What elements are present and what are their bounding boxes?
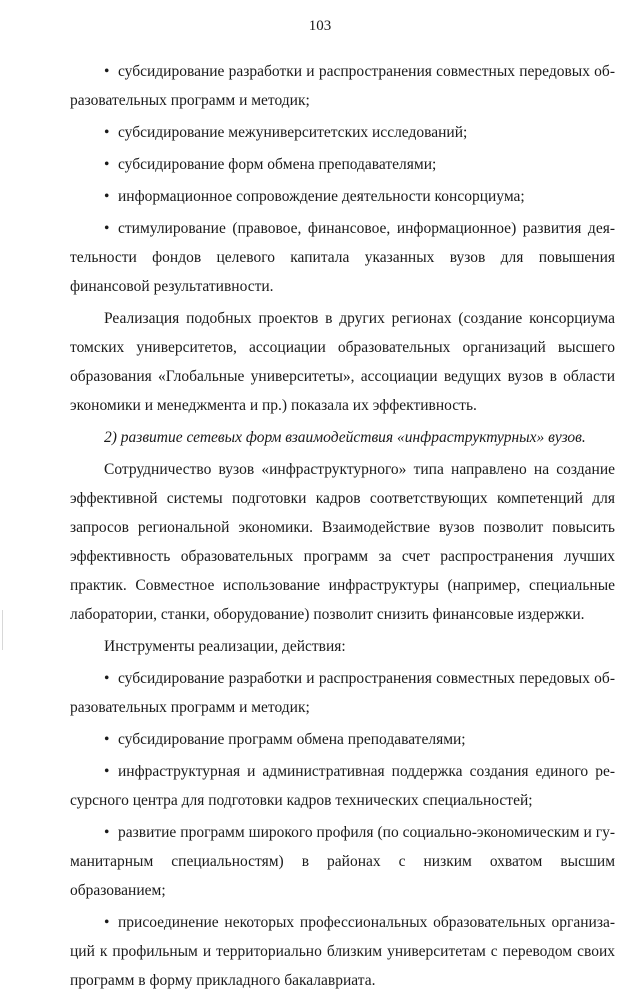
bullet-item: [70, 908, 615, 995]
bullet-item: [70, 57, 615, 115]
bullet-item: [70, 725, 615, 754]
bullet-item: [70, 664, 615, 722]
bullet-item: [70, 818, 615, 905]
bullet-icon: •: [104, 670, 110, 687]
section-heading: 2) развитие сетевых форм взаимодействия «инфраструктурных» вузов.: [104, 429, 586, 446]
bullet-item: [70, 214, 615, 301]
bullet-text: субсидирование межуниверситетских исследований;: [118, 124, 468, 141]
bullet-icon: •: [104, 914, 110, 931]
bullet-icon: •: [104, 63, 110, 80]
bullet-text: присоединение некоторых профессиональных образовательных организаций к профильным и территориально близким университетам с переводом своих программ в форму прикладного бакалавриата.: [70, 914, 615, 989]
bullet-item: [70, 118, 615, 147]
bullet-text: информационное сопровождение деятельности консорциума;: [118, 188, 525, 205]
bullet-item: [70, 757, 615, 815]
page-number: 103: [308, 18, 332, 34]
bullet-icon: •: [104, 824, 110, 841]
bullet-text: инфраструктурная и административная поддержка создания единого ресурсного центра для подготовки кадров технических специальностей;: [70, 763, 615, 809]
bullet-icon: •: [104, 220, 110, 237]
bullet-icon: •: [104, 731, 110, 748]
paragraph: Сотрудничество вузов «инфраструктурного» типа направлено на создание эффективной системы подготовки кадров соответствующих компетенций для запросов региональной экономики. Взаимодействие вузов позволит повысить эффективность образовательных программ за счет распространения лучших практик. Совместное использование инфраструктуры (например, специальные лаборатории, станки, оборудование) позволит снизить финансовые издержки.: [70, 461, 615, 623]
paragraph: Реализация подобных проектов в других регионах (создание консорциума томских университетов, ассоциации образовательных организаций высшего образования «Глобальные университеты», ассоциации ведущих вузов в области экономики и менеджмента и пр.) показала их эффективность.: [70, 310, 615, 414]
bullet-text: субсидирование разработки и распространения совместных передовых образовательных программ и методик;: [70, 670, 615, 716]
paragraph: Инструменты реализации, действия:: [104, 638, 346, 655]
bullet-text: развитие программ широкого профиля (по социально-экономическим и гуманитарным специальностям) в районах с низким охватом высшим образованием;: [70, 824, 615, 899]
bullet-text: субсидирование форм обмена преподавателями;: [118, 156, 437, 173]
body-text: [70, 57, 615, 998]
scan-margin-mark: [2, 610, 3, 650]
bullet-text: субсидирование программ обмена преподавателями;: [118, 731, 466, 748]
bullet-text: стимулирование (правовое, финансовое, информационное) развития деятельности фондов целевого капитала указанных вузов для повышения финансовой результативности.: [70, 220, 615, 295]
bullet-icon: •: [104, 188, 110, 205]
bullet-item: [70, 182, 615, 211]
bullet-item: [70, 150, 615, 179]
bullet-text: субсидирование разработки и распространения совместных передовых образовательных программ и методик;: [70, 63, 615, 109]
bullet-icon: •: [104, 763, 110, 780]
bullet-icon: •: [104, 124, 110, 141]
bullet-icon: •: [104, 156, 110, 173]
